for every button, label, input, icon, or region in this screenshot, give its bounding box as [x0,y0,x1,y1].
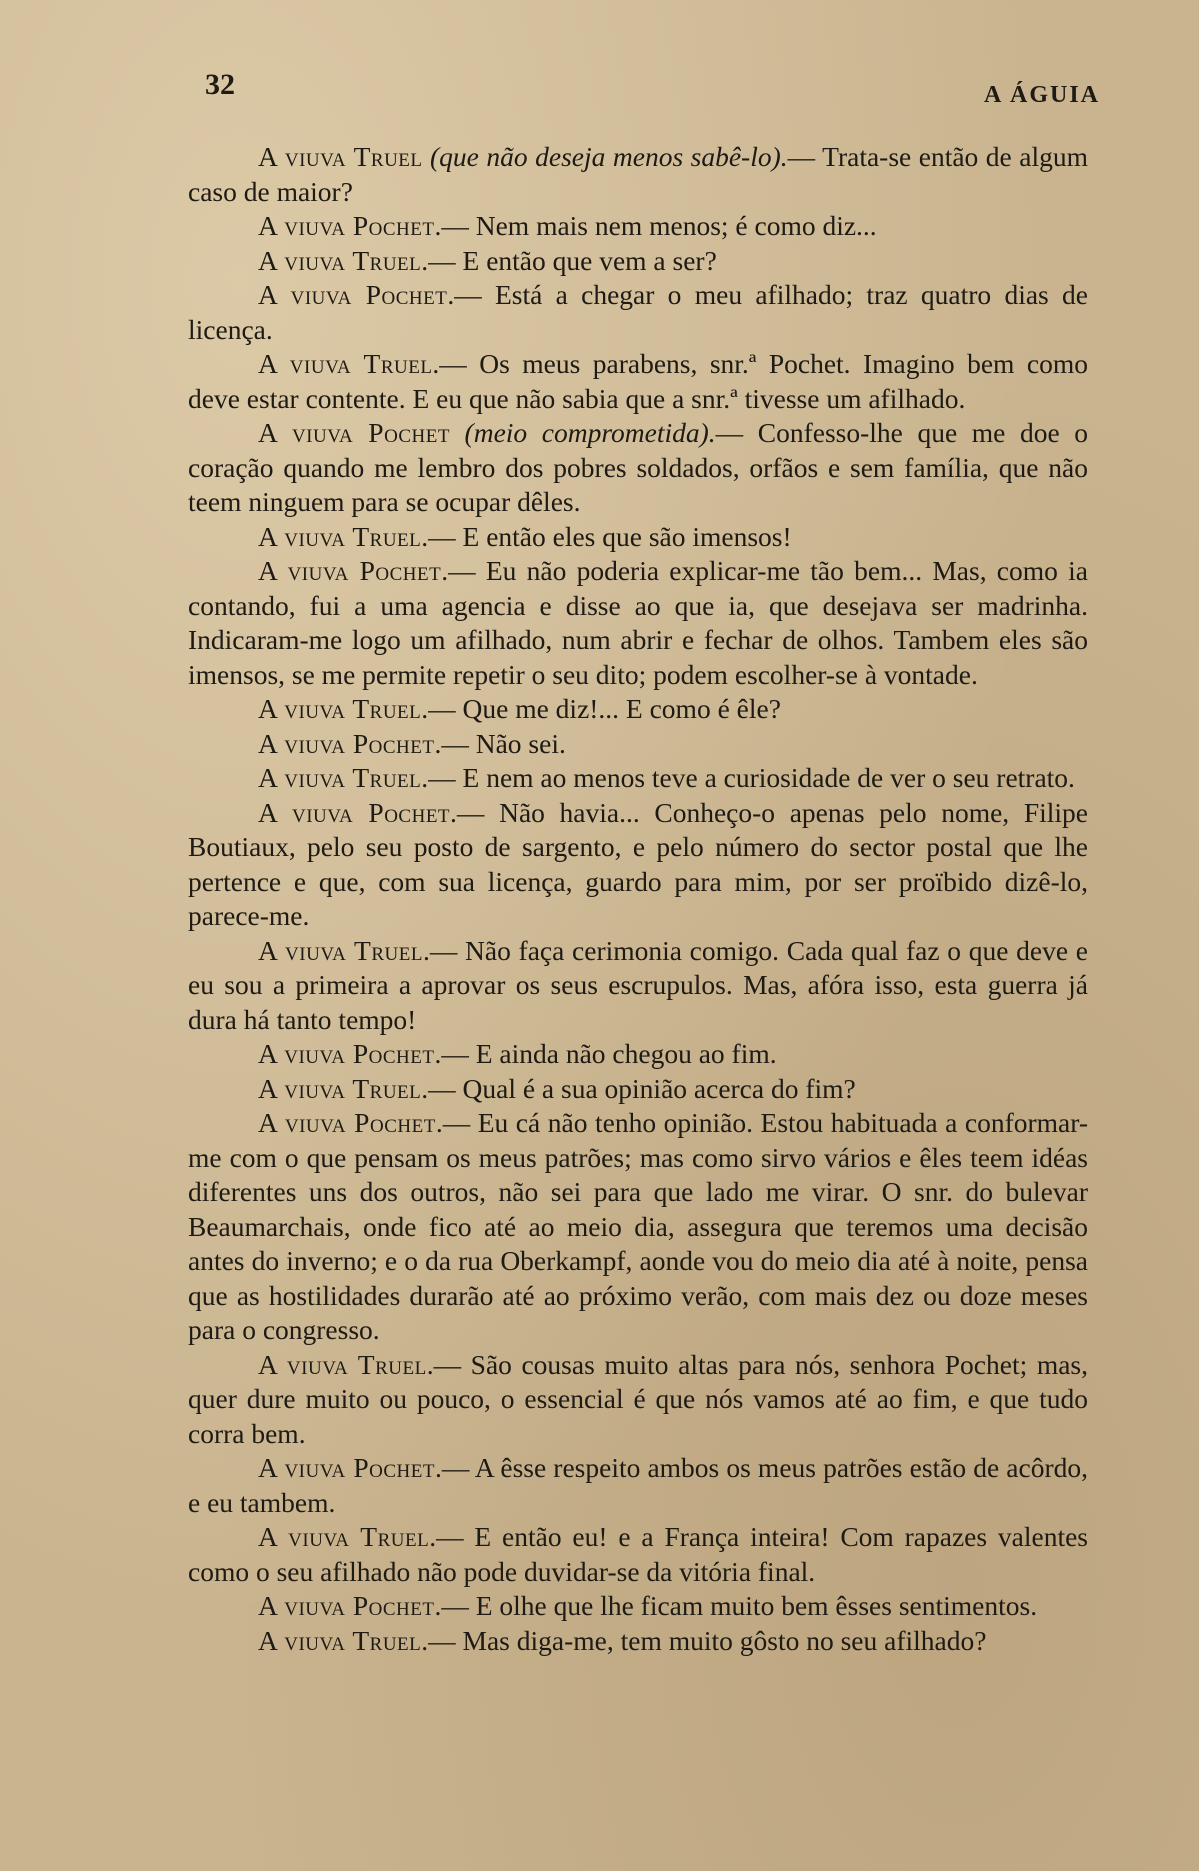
speech-text: .— E então eu! e a França inteira! Com rapazes valentes como o seu afilhado não pode duvidar-se da vitória final. [188,1521,1088,1587]
speaker-name: A viuva Truel [258,693,422,724]
dialogue-text [188,140,1088,1830]
dialogue-paragraph [188,1520,1088,1589]
dialogue-paragraph [188,1037,1088,1072]
speaker-name: A viuva Pochet [258,1107,436,1138]
speech-text: .— E ainda não chegou ao fim. [434,1038,777,1069]
speaker-name: A viuva Truel [258,1348,427,1380]
dialogue-paragraph [188,278,1088,347]
speaker-name: A viuva Pochet [258,555,442,586]
dialogue-paragraph [188,727,1088,762]
speaker-name: A viuva Truel [258,141,423,172]
speech-text: .— A êsse respeito ambos os meus patrões estão de acôrdo, e eu tambem. [188,1452,1088,1518]
speech-text: — Trata-se então de algum caso de maior? [188,141,1088,207]
speech-text: .— Nem mais nem menos; é como diz... [434,210,877,241]
page-number: 32 [205,68,235,101]
speaker-name: A viuva Pochet [258,417,450,448]
speech-text: .— Não havia... Conheço-o apenas pelo nome, Filipe Boutiaux, pelo seu posto de sargento, e pelo número do sector postal que lhe pertence e que, com sua licença, guardo para mim, por ser proïbido dizê-lo, parece-me. [188,796,1088,931]
speech-text: .— Está a chegar o meu afilhado; traz quatro dias de licença. [188,279,1088,345]
speech-text: .— E então que vem a ser? [421,244,717,276]
speech-text: .— São cousas muito altas para nós, senhora Pochet; mas, quer dure muito ou pouco, o essencial é que nós vamos até ao fim, e que tudo corra bem. [188,1348,1088,1449]
speaker-name: A viuva Truel [258,244,422,276]
dialogue-paragraph [188,1106,1088,1348]
speaker-name: A viuva Truel [258,762,422,793]
speech-text: .— Qual é a sua opinião acerca do fim? [421,1072,856,1104]
running-head: A ÁGUIA [983,82,1100,108]
speaker-name: A viuva Pochet [258,727,435,759]
dialogue-paragraph [188,1348,1088,1452]
speech-text: .— E então eles que são imensos! [421,520,792,552]
speaker-name: A viuva Pochet [258,1590,435,1621]
page-header [205,68,1100,108]
speaker-name: A viuva Pochet [258,279,448,310]
dialogue-paragraph [188,244,1088,279]
speech-text: .— E nem ao menos teve a curiosidade de ver o seu retrato. [421,762,1075,793]
speaker-name: A viuva Truel [258,1521,430,1552]
dialogue-paragraph [188,1451,1088,1520]
dialogue-paragraph [188,209,1088,244]
speaker-name: A viuva Truel [258,520,422,552]
dialogue-paragraph [188,934,1088,1038]
speech-text: .— Não sei. [434,727,566,759]
speech-text: .— Que me diz!... E como é êle? [421,693,781,724]
speaker-name: A viuva Truel [258,934,423,966]
speech-text: .— Os meus parabens, snr.ª Pochet. Imagino bem como deve estar contente. E eu que não sabia que a snr.ª tivesse um afilhado. [188,348,1088,414]
speaker-name: A viuva Pochet [258,796,451,828]
dialogue-paragraph [188,761,1088,796]
speech-text: .— E olhe que lhe ficam muito bem êsses sentimentos. [434,1590,1038,1621]
speaker-name: A viuva Pochet [258,210,435,241]
dialogue-paragraph [188,140,1088,209]
speaker-name: A viuva Truel [258,348,433,379]
stage-direction: (meio comprometida). [464,417,716,448]
speaker-name: A viuva Truel [258,1624,422,1656]
speech-text: — Confesso-lhe que me doe o coração quando me lembro dos pobres soldados, orfãos e sem família, que não teem ninguem para se ocupar dêles. [188,417,1088,517]
speech-text: .— Eu não poderia explicar-me tão bem... Mas, como ia contando, fui a uma agencia e disse ao que ia, que desejava ser madrinha. Indicaram-me logo um afilhado, num abrir e fechar de olhos. Tambem eles são imensos, se me permite repetir o seu dito; podem escolher-se à vontade. [188,555,1088,690]
dialogue-paragraph [188,1624,1088,1659]
speaker-name: A viuva Pochet [258,1452,435,1483]
dialogue-paragraph [188,347,1088,416]
dialogue-paragraph [188,692,1088,727]
dialogue-paragraph [188,1589,1088,1624]
dialogue-paragraph [188,1072,1088,1107]
dialogue-paragraph [188,416,1088,520]
speech-text: .— Não faça cerimonia comigo. Cada qual faz o que deve e eu sou a primeira a aprovar os seus escrupulos. Mas, afóra isso, esta guerra já dura há tanto tempo! [188,934,1088,1035]
stage-direction: (que não deseja menos sabê-lo). [430,141,788,172]
dialogue-paragraph [188,520,1088,555]
dialogue-paragraph [188,796,1088,934]
dialogue-paragraph [188,554,1088,692]
speaker-name: A viuva Truel [258,1072,422,1104]
speaker-name: A viuva Pochet [258,1038,435,1069]
speech-text: .— Mas diga-me, tem muito gôsto no seu afilhado? [421,1624,987,1656]
speech-text: .— Eu cá não tenho opinião. Estou habituada a conformar-me com o que pensam os meus patrões; mas como sirvo vários e êles teem idéas diferentes uns dos outros, não sei para que lado me virar. O snr. do bulevar Beaumarchais, onde fico até ao meio dia, assegura que teremos uma decisão antes do inverno; e o da rua Oberkampf, aonde vou do meio dia até à noite, pensa que as hostilidades durarão até ao próximo verão, com mais dez ou doze meses para o congresso. [188,1107,1088,1345]
